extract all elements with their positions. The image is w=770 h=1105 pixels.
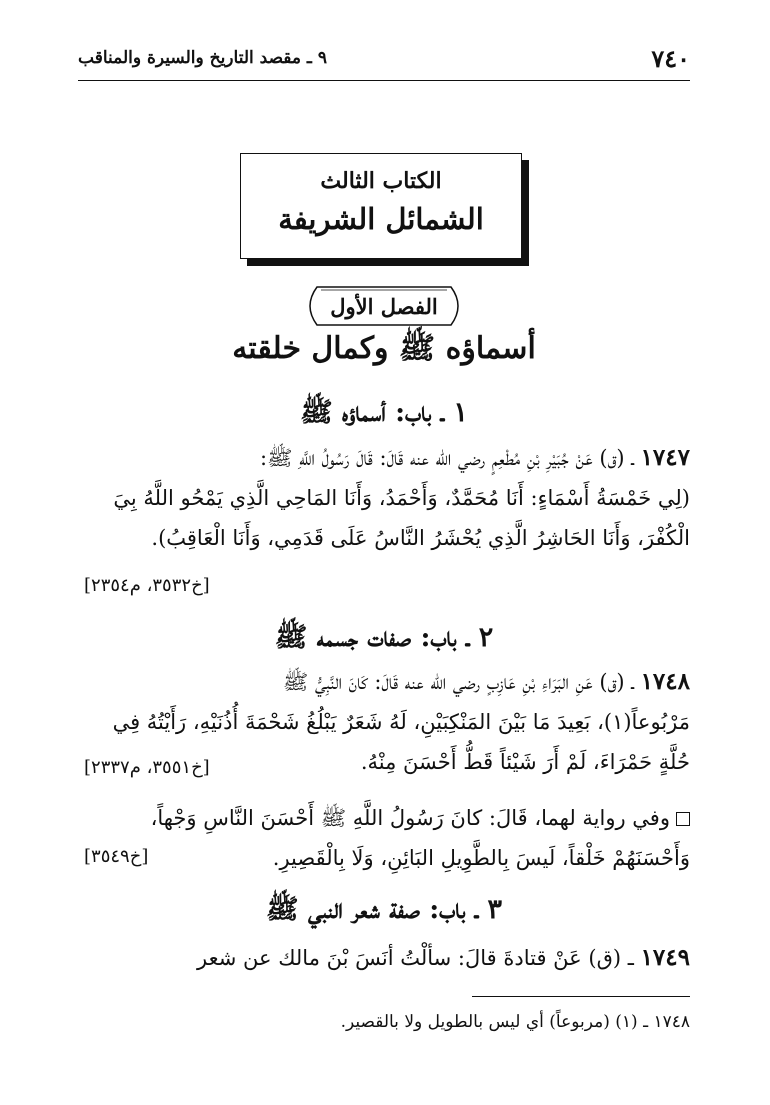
hadith-text: ـ (ق) عَنْ قتادةَ قالَ: سألْتُ أنَسَ بْنَ مالك عن شعر xyxy=(197,946,634,970)
hadith-text: ـ (ق) عَنْ جُبَيْرِ بْنِ مُطْعِمٍ رضي الله عنه قَالَ: قَالَ رَسُولُ اللَّهِ ﷺ: xyxy=(260,446,634,470)
hadith-line: (لِي خَمْسَةُ أَسْمَاءٍ: أَنَا مُحَمَّدٌ، وَأَحْمَدُ، وَأَنَا المَاحِي الَّذِي يَمْحُو اللَّهُ بِيَ xyxy=(113,486,690,510)
hadith-number: ١٧٤٧ xyxy=(640,444,690,471)
hadith-line: وَأَحْسَنَهُمْ خَلْقاً، لَيسَ بِالطَّوِيلِ البَائِنِ، وَلَا بِالْقَصِيرِ. xyxy=(272,846,690,870)
hadith-text: ـ (ق) عَنِ البَرَاءِ بْنِ عَازِبٍ رضي الله عنه قَالَ: كَانَ النَّبِيُّ ﷺ xyxy=(282,670,634,694)
running-title: ٩ ـ مقصد التاريخ والسيرة والمناقب xyxy=(78,48,327,68)
running-header xyxy=(78,44,690,76)
hadith-text: وفي رواية لهما، قَالَ: كانَ رَسُولُ اللَّهِ ﷺ أَحْسَنَ النَّاسِ وَجْهاً، xyxy=(150,806,670,830)
footnote: ١٧٤٨ ـ (١) (مربوعاً) أي ليس بالطويل ولا بالقصير. xyxy=(340,1012,690,1032)
hadith-line xyxy=(78,798,690,838)
hadith-number: ١٧٤٩ xyxy=(640,944,690,971)
square-marker-icon xyxy=(676,812,690,826)
header-rule xyxy=(78,80,690,81)
hadith-line: مَرْبُوعاً(١)، بَعِيدَ مَا بَيْنَ المَنْكِبَيْنِ، لَهُ شَعَرٌ يَبْلُغُ شَحْمَةَ أُذُنَيْهِ، رَأَيْتُهُ فِي xyxy=(112,710,690,734)
hadith-1747 xyxy=(78,438,690,558)
variant-reference: [خ٣٥٤٩] xyxy=(84,846,149,867)
book-title-box xyxy=(240,153,522,259)
hadith-line: حُلَّةٍ حَمْرَاءَ، لَمْ أَرَ شَيْئاً قَطُّ أَحْسَنَ مِنْهُ. xyxy=(360,750,690,774)
chapter-label: الفصل الأول xyxy=(330,294,438,319)
chapter-heading: أسماؤه ﷺ وكمال خلقته xyxy=(232,331,536,366)
section-heading-1: ١ ـ باب: أسماؤه ﷺ xyxy=(300,397,468,428)
section-heading-2: ٢ ـ باب: صفات جسمه ﷺ xyxy=(274,622,494,653)
book-number: الكتاب الثالث xyxy=(320,168,442,194)
hadith-line xyxy=(78,938,690,978)
variant-narration xyxy=(78,798,690,878)
hadith-reference: [خ٣٥٥١، م٢٣٣٧] xyxy=(84,757,210,778)
hadith-reference: [خ٣٥٣٢، م٢٣٥٤] xyxy=(84,575,210,596)
page-number: ٧٤٠ xyxy=(651,44,690,73)
chapter-label-frame xyxy=(299,285,469,327)
hadith-line xyxy=(78,662,690,702)
hadith-number: ١٧٤٨ xyxy=(640,668,690,695)
hadith-line: الْكُفْرَ، وَأَنَا الحَاشِرُ الَّذِي يُحْشَرُ النَّاسُ عَلَى قَدَمِي، وَأَنَا الْعَاقِبُ). xyxy=(151,526,690,550)
hadith-line xyxy=(78,438,690,478)
book-title: الشمائل الشريفة xyxy=(278,202,484,236)
section-heading-3: ٣ ـ باب: صفة شعر النبي ﷺ xyxy=(265,894,503,925)
hadith-1749 xyxy=(78,938,690,978)
footnote-rule xyxy=(472,996,690,997)
